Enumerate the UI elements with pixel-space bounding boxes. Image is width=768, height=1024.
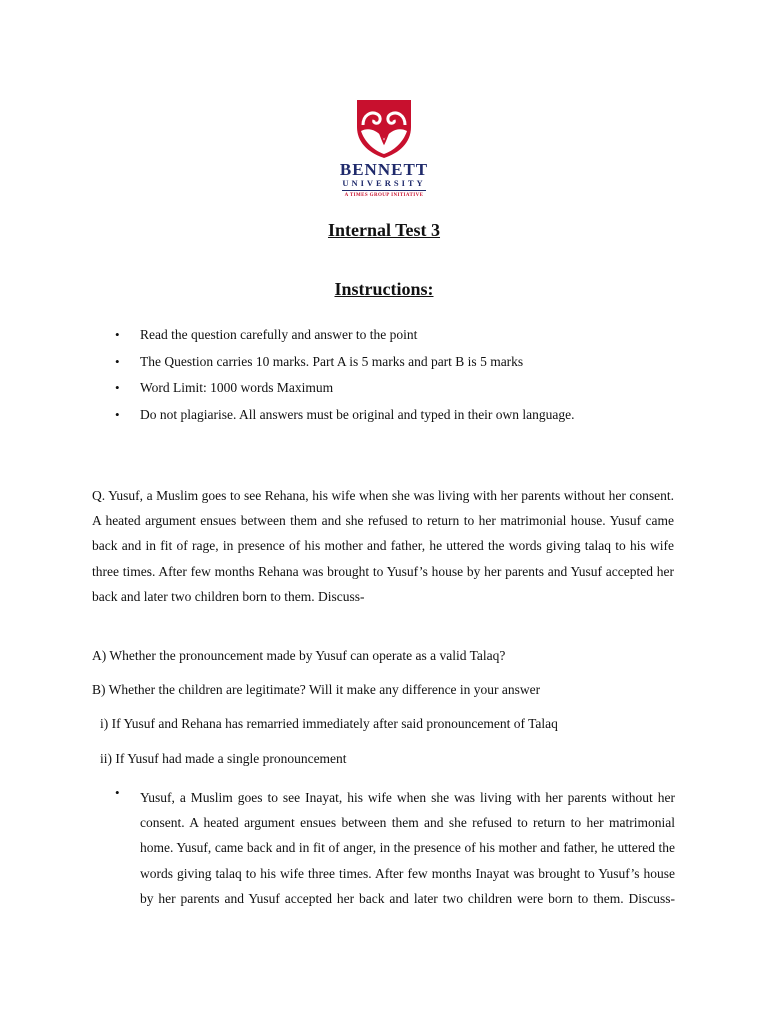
second-question	[115, 785, 675, 911]
part-a: A) Whether the pronouncement made by Yusuf can operate as a valid Talaq?	[92, 648, 506, 663]
instructions-list	[115, 322, 675, 428]
question-paragraph: Q. Yusuf, a Muslim goes to see Rehana, his wife when she was living with her parents without her consent. A heated argument ensues between them and she refused to return to her matrimonial house. Yusuf came back and in fit of rage, in presence of his mother and father, he uttered the words giving talaq to his wife three times. After few months Rehana was brought to Yusuf’s house by her parents and Yusuf accepted her back and later two children born to them. Discuss-	[92, 488, 674, 604]
logo-name: BENNETT	[339, 160, 429, 179]
instruction-text: The Question carries 10 marks. Part A is 5 marks and part B is 5 marks	[140, 353, 524, 369]
list-item	[115, 375, 675, 402]
document-heading: Internal Test 3	[327, 220, 441, 240]
bullet-icon: •	[115, 380, 120, 395]
instruction-text: Word Limit: 1000 words Maximum	[140, 380, 334, 395]
bullet-icon: •	[115, 327, 120, 342]
sub-question-i: i) If Yusuf and Rehana has remarried immediately after said pronouncement of Talaq	[100, 716, 558, 731]
part-b: B) Whether the children are legitimate? Will it make any difference in your answer	[92, 682, 541, 697]
instruction-text: Do not plagiarise. All answers must be original and typed in their own language.	[140, 406, 575, 422]
university-logo	[320, 97, 448, 199]
sub-question-ii: ii) If Yusuf had made a single pronouncement	[100, 751, 347, 766]
bullet-icon: •	[115, 353, 120, 369]
list-item	[115, 349, 675, 376]
bullet-icon: •	[115, 406, 120, 422]
logo-subtitle: UNIVERSITY	[342, 178, 426, 188]
list-item	[115, 322, 675, 349]
logo-divider	[342, 190, 426, 191]
crest-icon	[353, 97, 415, 159]
instruction-text: Read the question carefully and answer to the point	[140, 327, 418, 342]
logo-tagline: A TIMES GROUP INITIATIVE	[344, 193, 424, 198]
list-item	[115, 402, 675, 429]
instructions-heading: Instructions:	[334, 279, 434, 299]
second-question-text: Yusuf, a Muslim goes to see Inayat, his wife when she was living with her parents without her consent. A heated argument ensues between them and she refused to return to her matrimonial home. Yusuf, came back and in fit of anger, in the presence of his mother and father, he uttered the words giving talaq to his wife three times. After few months Inayat was brought to Yusuf’s house by her parents and Yusuf accepted her back and later two children were born to them. Discuss-	[140, 790, 675, 906]
bullet-icon: •	[115, 785, 120, 800]
